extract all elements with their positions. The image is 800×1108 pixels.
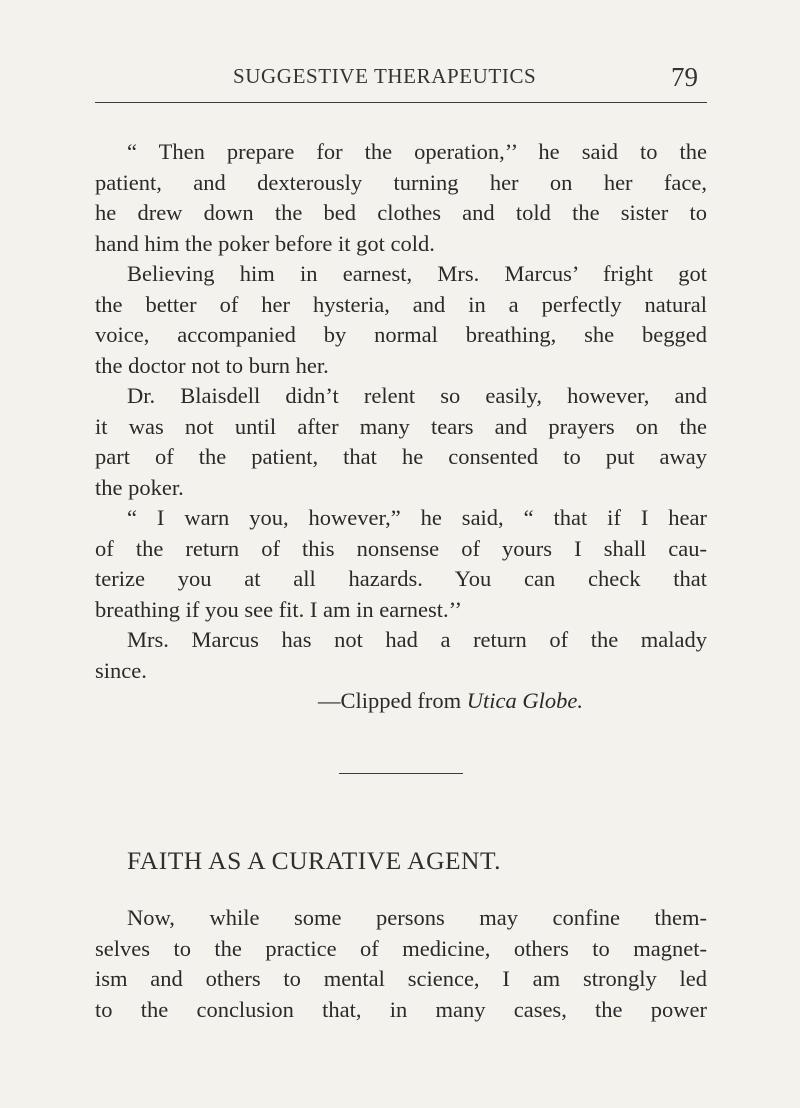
text-line: it was not until after many tears and prayers on the <box>95 413 707 439</box>
attribution-source: Utica Globe. <box>466 688 583 713</box>
text-line: Mrs. Marcus has not had a return of the malady <box>127 627 707 652</box>
text-line: the better of her hysteria, and in a perfectly natural <box>95 291 707 317</box>
running-title: SUGGESTIVE THERAPEUTICS <box>233 64 537 88</box>
text-line: Believing him in earnest, Mrs. Marcus’ fright got <box>127 261 707 286</box>
text-line: since. <box>95 657 147 683</box>
header-rule <box>95 102 707 103</box>
section-heading: FAITH AS A CURATIVE AGENT. <box>127 846 502 875</box>
story-text <box>95 137 707 717</box>
text-line: hand him the poker before it got cold. <box>95 230 435 256</box>
text-line: the doctor not to burn her. <box>95 352 329 378</box>
text-line: of the return of this nonsense of yours I shall cau- <box>95 535 707 561</box>
text-line: selves to the practice of medicine, others to magnet- <box>95 935 707 961</box>
text-line: breathing if you see fit. I am in earnest.’’ <box>95 596 462 622</box>
text-line: “ Then prepare for the operation,’’ he said to the <box>127 139 707 164</box>
text-line: part of the patient, that he consented to put away <box>95 444 707 469</box>
section-divider <box>339 773 463 774</box>
text-line: the poker. <box>95 474 184 500</box>
text-line: Now, while some persons may confine them- <box>127 905 707 930</box>
text-line: “ I warn you, however,” he said, “ that if I hear <box>127 505 707 530</box>
section-text <box>95 903 707 1025</box>
text-line: Dr. Blaisdell didn’t relent so easily, however, and <box>127 383 707 408</box>
page-number: 79 <box>671 62 698 92</box>
attribution <box>95 686 707 717</box>
text-line: ism and others to mental science, I am strongly led <box>95 966 707 991</box>
text-line: he drew down the bed clothes and told the sister to <box>95 200 707 225</box>
running-head <box>95 64 707 104</box>
attribution-prefix: —Clipped from <box>318 688 467 713</box>
text-line: terize you at all hazards. You can check that <box>95 566 707 591</box>
text-line: voice, accompanied by normal breathing, she begged <box>95 322 707 347</box>
text-line: to the conclusion that, in many cases, the power <box>95 996 707 1022</box>
text-line: patient, and dexterously turning her on her face, <box>95 169 707 195</box>
